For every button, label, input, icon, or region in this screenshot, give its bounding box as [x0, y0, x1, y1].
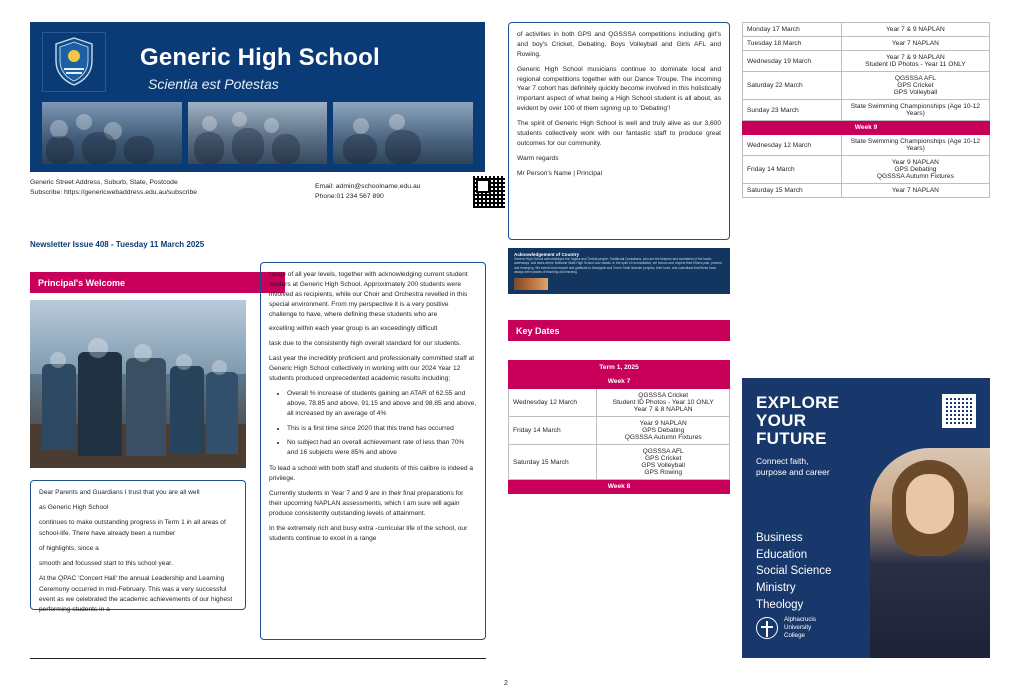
ad-logo: [756, 616, 816, 640]
ad-logo-line: University: [784, 623, 812, 631]
subscribe-link[interactable]: Subscribe: https://genericwebaddress.edu.au/subscribe: [30, 188, 197, 196]
event-item: GPS Cricket: [897, 82, 934, 89]
event-item: QGSSSA Autumn Fixtures: [624, 434, 702, 441]
ad-logo-text: [784, 616, 816, 640]
table-row: [743, 23, 990, 37]
week-header-label: Week 7: [509, 375, 730, 389]
table-week-header-row: [509, 480, 730, 494]
row-events: [597, 417, 730, 445]
event-item: QGSSSA Cricket: [638, 392, 689, 399]
ad-headline-line: EXPLORE: [756, 393, 840, 412]
ad-course-list: [756, 530, 831, 613]
ad-logo-line: College: [784, 631, 805, 639]
table-week-header-row: [509, 375, 730, 389]
event-item: GPS Debating: [642, 427, 685, 434]
section-heading-key-dates: [508, 320, 730, 341]
event-item: Year 7 & 9 NAPLAN: [886, 26, 945, 33]
advertisement-panel[interactable]: [742, 378, 990, 658]
bullet-item: • This is a first time since 2020 that this trend has occurred: [287, 424, 477, 434]
row-date: Friday 14 March: [743, 156, 842, 184]
body-paragraph: excelling within each year group is an exceedingly difficult: [269, 325, 438, 333]
table-row: [743, 184, 990, 198]
footer-divider: [30, 658, 486, 659]
qr-code-icon[interactable]: [942, 394, 976, 428]
body-paragraph: Currently students in Year 7 and 9 are in their final preparations for their upcoming NAPLAN assessments, which I am sure will again produce consistently outstanding levels of attainment.: [269, 490, 464, 517]
ad-course-item: Business: [756, 532, 803, 544]
ad-subtitle-line: purpose and career: [756, 467, 830, 478]
ad-logo-line: Alphacrucis: [784, 615, 816, 623]
table-row: [743, 51, 990, 72]
masthead-photo: [333, 102, 473, 164]
event-item: GPS Cricket: [645, 455, 682, 462]
event-item: GPS Debating: [894, 166, 937, 173]
key-dates-table-week8-9: [742, 22, 990, 198]
acknowledgement-of-country-banner: [508, 248, 730, 294]
row-date: Tuesday 18 March: [743, 37, 842, 51]
indigenous-artwork-icon: [514, 278, 548, 290]
event-item: Student ID Photos - Year 10 ONLY: [612, 399, 714, 406]
masthead-banner: [30, 22, 485, 172]
row-events: [597, 445, 730, 480]
letter-line: smooth and focussed start to this school year.: [39, 560, 173, 568]
ad-subtitle: [756, 456, 830, 479]
row-date: Friday 14 March: [509, 417, 597, 445]
body-paragraph: Generic High School musicians continue to dominate local and regional competitions together with our Dance Troupe. The incoming Year 7 cohort has definitely quickly become involved in this holistically important aspect of what being a High School student is all about, as evident by over 100 of them signing up to 'Debating'!: [517, 65, 721, 113]
row-date: Saturday 15 March: [743, 184, 842, 198]
table-row: [743, 72, 990, 100]
letter-line: At the QPAC 'Concert Hall' the annual Leadership and Learning Ceremony occurred in mid-February. This was a very successful event as we celebrated the academic achievements of our highest performing students in a: [39, 575, 233, 613]
school-phone: Phone:01 234 567 890: [315, 193, 384, 201]
row-date: Sunday 23 March: [743, 100, 842, 121]
event-item: GPS Rowing: [644, 469, 683, 476]
university-logo-icon: [756, 617, 778, 639]
table-row: [509, 445, 730, 480]
results-bullet-list: [287, 389, 477, 458]
key-dates-table-week7-8: [508, 360, 730, 494]
row-events: [841, 72, 989, 100]
event-item: State Swimming Championships (Age 10-12 Years): [850, 138, 981, 152]
row-events: [597, 389, 730, 417]
school-address: Generic Street Address, Suburb, State, Postcode: [30, 179, 178, 186]
row-date: Saturday 22 March: [743, 72, 842, 100]
principal-letter-box: [30, 480, 246, 613]
letter-line: continues to make outstanding progress in Term 1 in all areas of school-life. There have already been a number: [39, 519, 226, 537]
week-header-label: Week 8: [509, 480, 730, 494]
row-events: [841, 184, 989, 198]
event-item: Year 9 NAPLAN: [639, 420, 687, 427]
ad-course-item: Education: [756, 548, 808, 561]
table-row: [743, 135, 990, 156]
event-item: QGSSSA AFL: [642, 448, 684, 455]
body-paragraph: Last year the incredibly proficient and professionally committed staff at Generic High School collectively in working with our 2024 Year 12 students produced unprecedented academic results including;: [269, 355, 475, 383]
letter-line: Dear Parents and Guardians I trust that you are all well: [39, 489, 200, 496]
event-item: Year 9 NAPLAN: [891, 159, 939, 166]
event-item: QGSSSA Autumn Fixtures: [876, 173, 954, 180]
bullet-item: • No subject had an overall achievement rate of less than 70% and 16 subjects were 85% and above: [287, 438, 477, 458]
contact-email-block: [315, 182, 465, 202]
ad-course-item: Social Science: [756, 565, 832, 578]
masthead-photo-strip: [42, 102, 473, 164]
acknowledgement-title: Acknowledgement of Country: [514, 252, 580, 257]
body-paragraph: In the extremely rich and busy extra -curricular life of the school, our students continue to excel in a range: [269, 524, 468, 542]
event-item: QGSSSA AFL: [894, 75, 936, 82]
principal-letter-end-box: [508, 22, 730, 240]
ad-student-photo: [870, 448, 990, 658]
body-paragraph: To lead a school with both staff and students of this calibre is indeed a privilege.: [269, 465, 474, 483]
body-paragraph: range of all year levels, together with acknowledging current student leaders at Generic High School. Approximately 200 students were involved as recipients, while our Choir and Orchestra revelled in this special environment. From my perspective it is a very positive challenge to have, where defining these students who are: [269, 271, 468, 318]
body-paragraph: task due to the consistently high overall standard for our students.: [269, 340, 462, 348]
ad-subtitle-line: Connect faith,: [756, 456, 809, 466]
row-events: [841, 156, 989, 184]
ad-headline-line: FUTURE: [756, 429, 827, 449]
section-heading-label: Principal's Welcome: [38, 277, 126, 288]
table-week-header-row: [743, 121, 990, 135]
principal-photo: [30, 300, 246, 468]
week-header-label: Week 9: [743, 121, 990, 135]
row-events: [841, 23, 989, 37]
newsletter-issue-line: Newsletter Issue 408 - Tuesday 11 March 2025: [30, 240, 205, 249]
bullet-item: • Overall % increase of students gaining an ATAR of 62.55 and above, 78.85 and above, 91.15 and above and 98.85 and above, all increased by an average of 4%: [287, 389, 477, 419]
table-row: [743, 156, 990, 184]
ad-course-item: Ministry: [756, 582, 796, 595]
table-term-header-row: [509, 361, 730, 375]
body-paragraph: The spirit of Generic High School is well and truly alive as our 3,600 students collectively work with our fantastic staff to produce great outcomes for our community.: [517, 120, 721, 147]
ad-course-item: Theology: [756, 598, 804, 611]
masthead-photo: [188, 102, 328, 164]
row-events: [841, 51, 989, 72]
event-item: Year 7 & 8 NAPLAN: [633, 406, 693, 413]
letter-line: of highlights, since a: [39, 544, 99, 552]
row-date: Wednesday 12 March: [743, 135, 842, 156]
event-item: GPS Volleyball: [893, 89, 938, 96]
body-paragraph: of activities in both GPS and QGSSSA competitions including girl's and boy's Cricket, Debating, Boys Volleyball and Girls AFL and Rowing.: [517, 31, 721, 58]
event-item: State Swimming Championships (Age 10-12 Years): [850, 103, 981, 117]
row-events: [841, 37, 989, 51]
table-row: [743, 37, 990, 51]
event-item: Year 7 NAPLAN: [891, 40, 939, 47]
section-heading-label: Key Dates: [516, 325, 560, 336]
table-row: [509, 417, 730, 445]
section-heading-principals-welcome: [30, 272, 285, 293]
ad-headline-line: YOUR: [756, 411, 807, 431]
table-row: [743, 100, 990, 121]
principal-letter-continued-box: [260, 262, 486, 640]
school-motto: Scientia est Potestas: [148, 76, 279, 92]
school-name: Generic High School: [140, 44, 380, 71]
school-crest-icon: [42, 32, 106, 92]
page-number: 2: [504, 680, 508, 687]
sign-off: Warm regards: [517, 154, 559, 162]
school-email[interactable]: Email: admin@schoolname.edu.au: [315, 183, 421, 190]
row-date: Saturday 15 March: [509, 445, 597, 480]
principal-signature: Mr Person's Name | Principal: [517, 169, 603, 177]
row-date: Wednesday 19 March: [743, 51, 842, 72]
event-item: Year 7 NAPLAN: [891, 187, 939, 194]
row-events: [841, 135, 989, 156]
event-item: Student ID Photos - Year 11 ONLY: [865, 61, 966, 68]
letter-line: as Generic High School: [39, 504, 109, 512]
acknowledgement-text: Generic High School acknowledges the Jagera and Turrbal people, Traditional Custodians, who are the keepers and caretakers of the lands, waterways, and skies where Brisbane State High School now stands. In the spirit of reconciliation, we honour and respect their Elders past, present and emerging. We extend that respect and gratitude to Aboriginal and Torres Strait Islander peoples, their lores, and custodians that these have always been places of teaching and learning.: [514, 257, 722, 274]
ad-headline: [756, 394, 839, 448]
event-item: GPS Volleyball: [641, 462, 685, 469]
term-header-label: Term 1, 2025: [509, 361, 730, 375]
row-date: Monday 17 March: [743, 23, 842, 37]
event-item: Year 7 & 9 NAPLAN: [886, 54, 945, 61]
qr-code-icon[interactable]: [471, 174, 507, 210]
row-events: [841, 100, 989, 121]
table-row: [509, 389, 730, 417]
contact-address-block: [30, 178, 360, 198]
row-date: Wednesday 12 March: [509, 389, 597, 417]
masthead-photo: [42, 102, 182, 164]
